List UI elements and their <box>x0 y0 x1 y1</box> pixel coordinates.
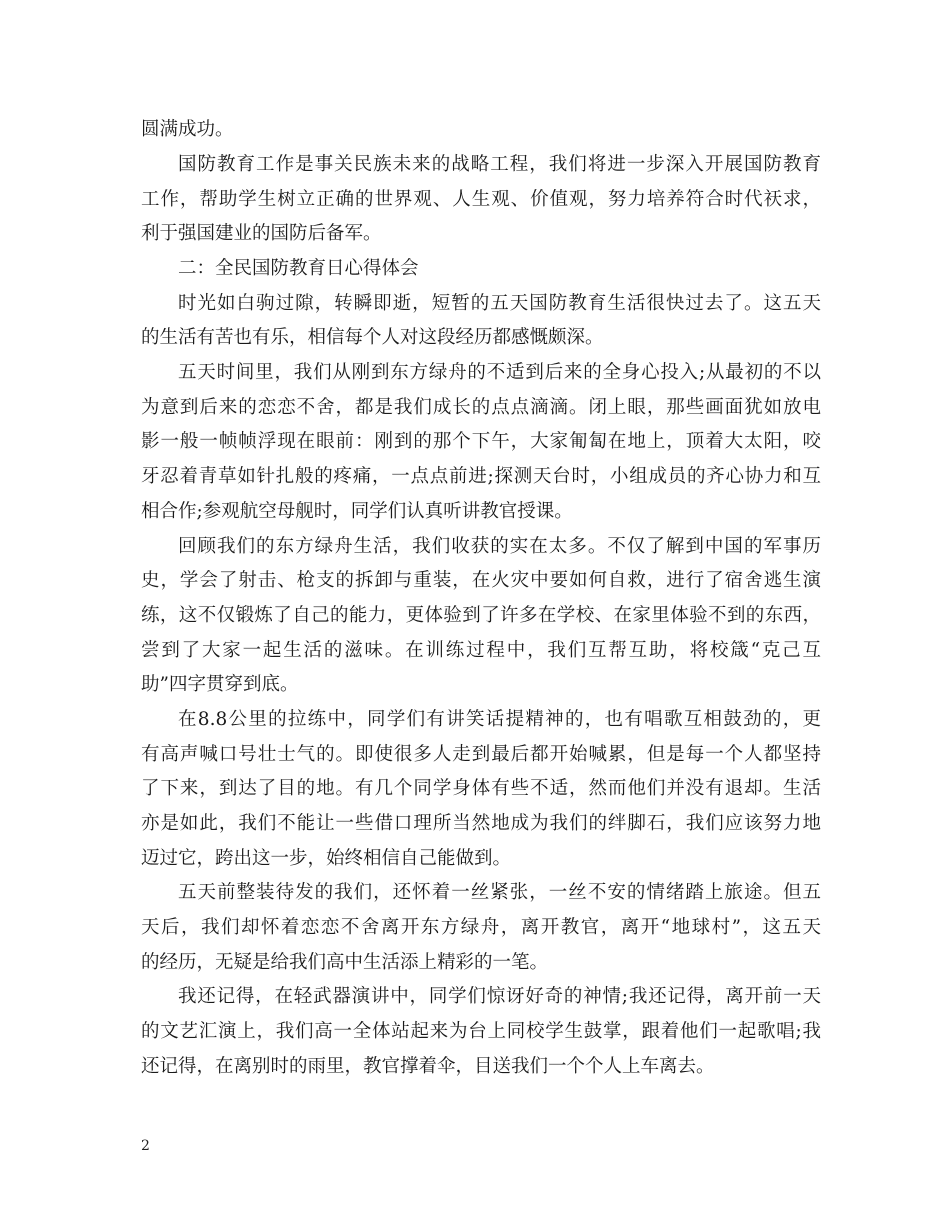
paragraph-first-line: 在8.8公里的拉练中，同学们有讲笑话提精神的，也有唱歌互相鼓劲的，更 <box>178 709 821 730</box>
text-line: 了下来，到达了目的地。有几个同学身体有些不适，然而他们并没有退却。生活 <box>141 778 821 799</box>
text-line: 史，学会了射击、枪支的拆卸与重装，在火灾中要如何自救，进行了宿舍逃生演 <box>141 570 821 591</box>
text-line: 助”四字贯穿到底。 <box>141 674 299 695</box>
paragraph-first-line: 回顾我们的东方绿舟生活，我们收获的实在太多。不仅了解到中国的军事历 <box>178 536 821 557</box>
paragraph-first-line: 五天前整装待发的我们，还怀着一丝紧张，一丝不安的情绪踏上旅途。但五 <box>178 882 821 903</box>
text-line: 练，这不仅锻炼了自己的能力，更体验到了许多在学校、在家里体验不到的东西， <box>141 605 821 626</box>
text-line: 影一般一帧帧浮现在眼前：刚到的那个下午，大家匍匐在地上，顶着大太阳，咬 <box>141 431 821 452</box>
text-line: 利于强国建业的国防后备军。 <box>141 223 382 244</box>
text-line: 有高声喊口号壮士气的。即使很多人走到最后都开始喊累，但是每一个人都坚持 <box>141 744 821 765</box>
paragraph-first-line: 五天时间里，我们从刚到东方绿舟的不适到后来的全身心投入;从最初的不以 <box>178 362 821 383</box>
text-line: 尝到了大家一起生活的滋味。在训练过程中，我们互帮互助，将校箴“克己互 <box>141 640 821 661</box>
text-line: 为意到后来的恋恋不舍，都是我们成长的点点滴滴。闭上眼，那些画面犹如放电 <box>141 397 821 418</box>
text-line: 迈过它，跨出这一步，始终相信自己能做到。 <box>141 848 512 869</box>
paragraph-first-line: 时光如白驹过隙，转瞬即逝，短暂的五天国防教育生活很快过去了。这五天 <box>178 293 821 314</box>
paragraph-first-line: 国防教育工作是事关民族未来的战略工程，我们将进一步深入开展国防教育 <box>178 154 821 175</box>
text-line: 还记得，在离别时的雨里，教官撑着伞，目送我们一个个人上车离去。 <box>141 1056 715 1077</box>
page-number: 2 <box>141 1138 150 1154</box>
text-line: 牙忍着青草如针扎般的疼痛，一点点前进;探测天台时，小组成员的齐心协力和互 <box>141 466 821 487</box>
text-line: 的文艺汇演上，我们高一全体站起来为台上同校学生鼓掌，跟着他们一起歌唱;我 <box>141 1021 821 1042</box>
text-line: 天后，我们却怀着恋恋不舍离开东方绿舟，离开教官，离开“地球村”，这五天 <box>141 917 821 938</box>
text-line: 的生活有苦也有乐，相信每个人对这段经历都感慨颇深。 <box>141 327 604 348</box>
paragraph-first-line: 我还记得，在轻武器演讲中，同学们惊讶好奇的神情;我还记得，离开前一天 <box>178 986 821 1007</box>
text-line: 亦是如此，我们不能让一些借口理所当然地成为我们的绊脚石，我们应该努力地 <box>141 813 821 834</box>
text-line: 相合作;参观航空母舰时，同学们认真听讲教官授课。 <box>141 501 573 522</box>
text-line: 的经历，无疑是给我们高中生活添上精彩的一笔。 <box>141 952 549 973</box>
text-line: 圆满成功。 <box>141 119 234 140</box>
section-heading: 二：全民国防教育日心得体会 <box>178 258 419 279</box>
text-line: 工作，帮助学生树立正确的世界观、人生观、价值观，努力培养符合时代祆求， <box>141 189 821 210</box>
